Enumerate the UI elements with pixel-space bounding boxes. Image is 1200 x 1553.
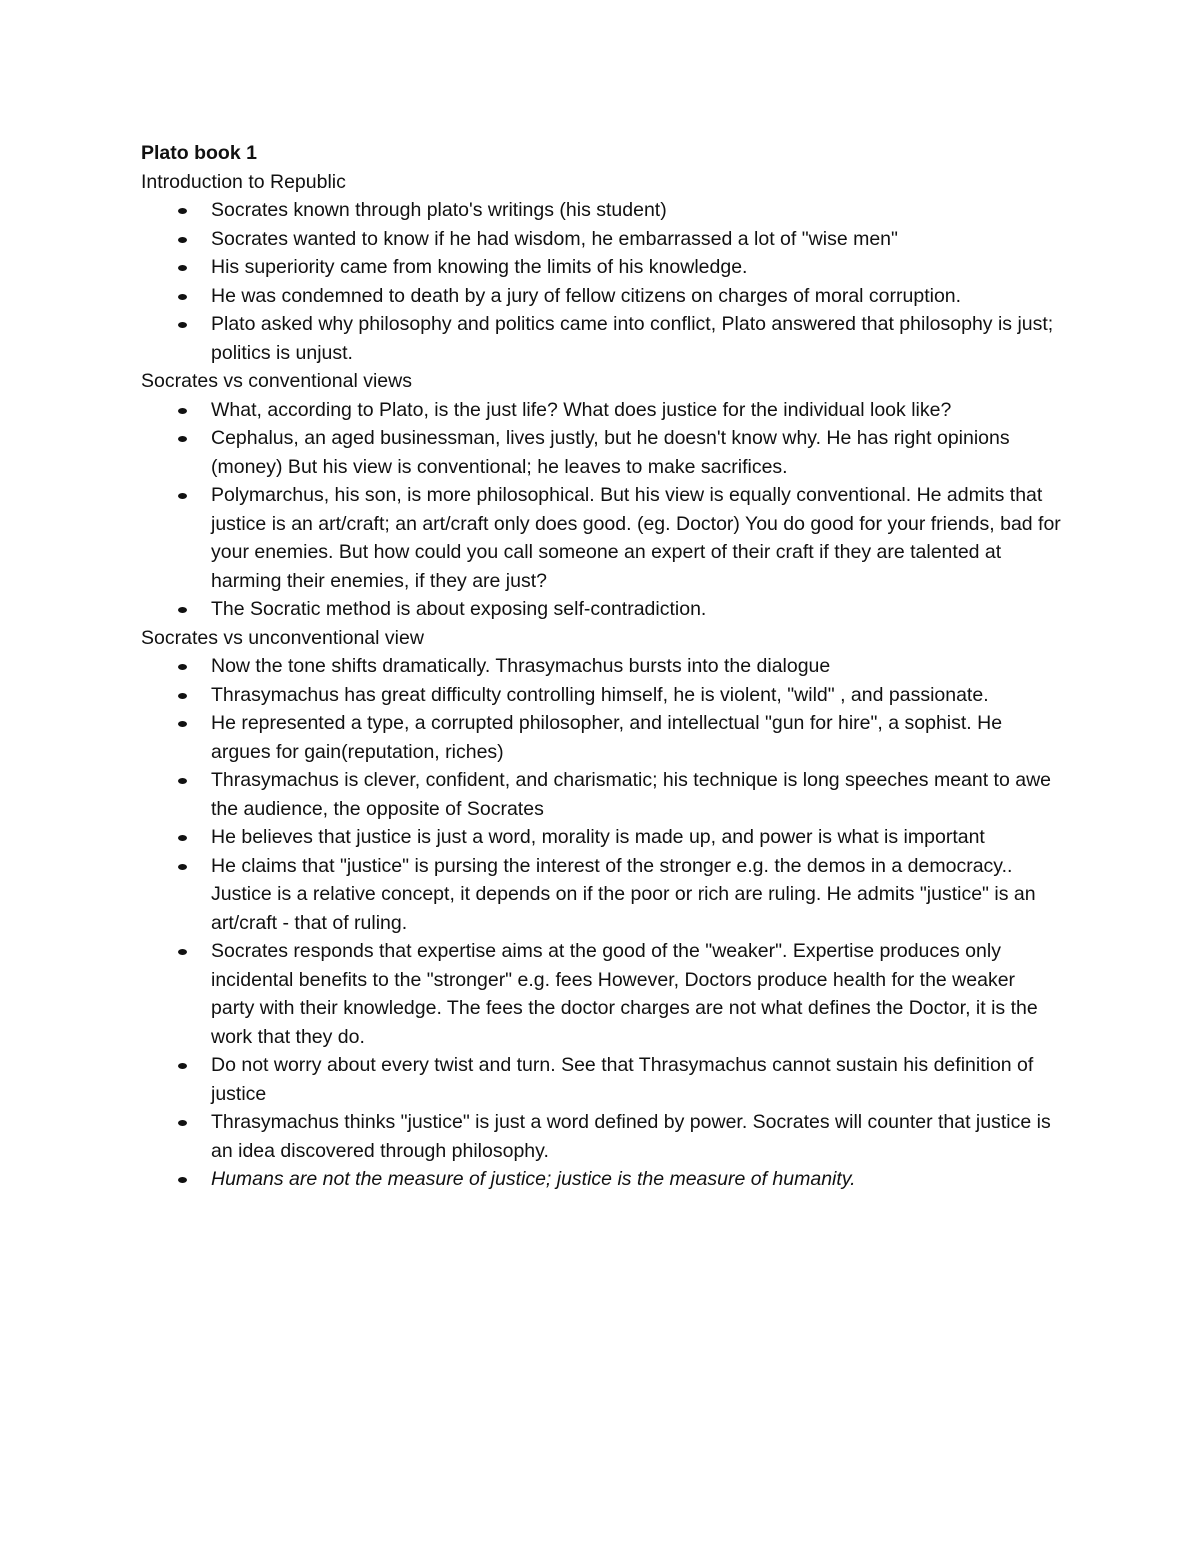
list-item: He was condemned to death by a jury of fellow citizens on charges of moral corruption. <box>211 282 1061 311</box>
section-heading-conventional: Socrates vs conventional views <box>141 370 412 392</box>
document-page <box>141 139 1061 1194</box>
bullet-list-unconventional <box>141 652 1061 1194</box>
bullet-list-conventional <box>141 396 1061 624</box>
list-item: Socrates wanted to know if he had wisdom, he embarrassed a lot of "wise men" <box>211 225 1061 254</box>
list-item: He believes that justice is just a word, morality is made up, and power is what is important <box>211 823 1061 852</box>
list-item: Thrasymachus has great difficulty controlling himself, he is violent, "wild" , and passionate. <box>211 681 1061 710</box>
list-item-quote: Humans are not the measure of justice; justice is the measure of humanity. <box>211 1165 1061 1194</box>
list-item: Cephalus, an aged businessman, lives justly, but he doesn't know why. He has right opinions (money) But his view is conventional; he leaves to make sacrifices. <box>211 424 1061 481</box>
list-item: Polymarchus, his son, is more philosophical. But his view is equally conventional. He admits that justice is an art/craft; an art/craft only does good. (eg. Doctor) You do good for your friends, bad for your enemies. But how could you call someone an expert of their craft if they are talented at harming their enemies, if they are just? <box>211 481 1061 595</box>
list-item: The Socratic method is about exposing self-contradiction. <box>211 595 1061 624</box>
list-item: Plato asked why philosophy and politics came into conflict, Plato answered that philosophy is just; politics is unjust. <box>211 310 1061 367</box>
document-title: Plato book 1 <box>141 142 257 164</box>
list-item: His superiority came from knowing the limits of his knowledge. <box>211 253 1061 282</box>
section-heading-unconventional: Socrates vs unconventional view <box>141 626 424 649</box>
section-heading-introduction: Introduction to Republic <box>141 170 346 193</box>
list-item: Now the tone shifts dramatically. Thrasymachus bursts into the dialogue <box>211 652 1061 681</box>
list-item: Do not worry about every twist and turn. See that Thrasymachus cannot sustain his definition of justice <box>211 1051 1061 1108</box>
list-item: He represented a type, a corrupted philosopher, and intellectual "gun for hire", a sophist. He argues for gain(reputation, riches) <box>211 709 1061 766</box>
list-item: Thrasymachus thinks "justice" is just a word defined by power. Socrates will counter that justice is an idea discovered through philosophy. <box>211 1108 1061 1165</box>
bullet-list-introduction <box>141 196 1061 367</box>
list-item: What, according to Plato, is the just life? What does justice for the individual look like? <box>211 396 1061 425</box>
list-item: Socrates responds that expertise aims at the good of the "weaker". Expertise produces only incidental benefits to the "stronger" e.g. fees However, Doctors produce health for the weaker party with their knowledge. The fees the doctor charges are not what defines the Doctor, it is the work that they do. <box>211 937 1061 1051</box>
list-item: He claims that "justice" is pursing the interest of the stronger e.g. the demos in a democracy.. Justice is a relative concept, it depends on if the poor or rich are ruling. He admits "justice" is an art/craft - that of ruling. <box>211 852 1061 938</box>
list-item: Thrasymachus is clever, confident, and charismatic; his technique is long speeches meant to awe the audience, the opposite of Socrates <box>211 766 1061 823</box>
list-item: Socrates known through plato's writings (his student) <box>211 196 1061 225</box>
